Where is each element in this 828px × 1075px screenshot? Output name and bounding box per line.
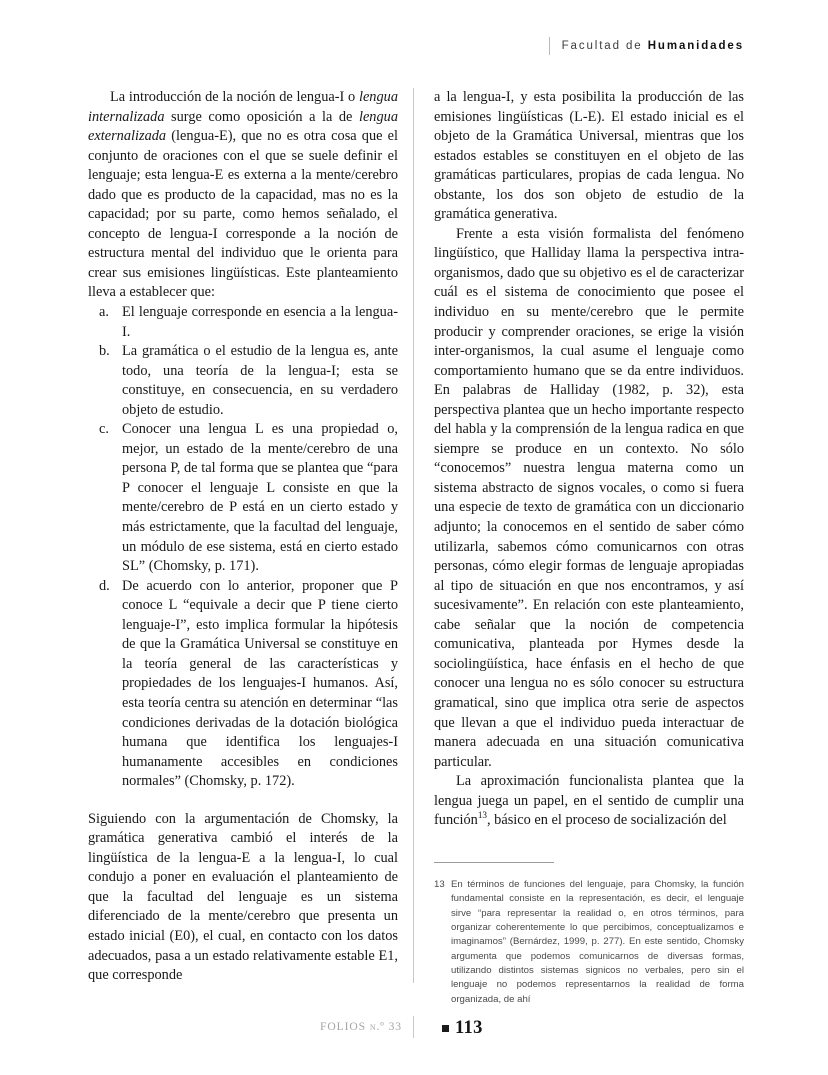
journal-name: FOLIOS n.º 33 xyxy=(320,1020,402,1033)
list-item-text: Conocer una lengua L es una propiedad o, mejor, un estado de la mente/cerebro de una persona P, de tal forma que se plantea que “para P conocer el lenguaje L consiste en que la mente/cerebro de P está en un cierto estado y más estrictamente, que la facultad del lenguaje, un módulo de ese sistema, está en cierto estado SL” (Chomsky, p. 171). xyxy=(122,421,398,575)
right-paragraph-3 xyxy=(434,772,744,831)
left-p1-part-c: (lengua-E), que no es otra cosa que el conjunto de oraciones con el que se suele definir el lenguaje; esta lengua-E es externa a la mente/cerebro dado que es producto de la capacidad, mas no es la capacidad; por su parte, como hemos señalado, el concepto de lengua-I corresponde a la noción de estructura mental del individuo que le orienta para crear sus emisiones lingüísticas. Este planteamiento lleva a establecer que: xyxy=(88,128,398,301)
column-divider xyxy=(413,88,414,983)
left-paragraph-1 xyxy=(88,88,398,303)
page-number-group xyxy=(442,1018,483,1039)
left-p1-part-b: surge como oposición a la de xyxy=(164,108,359,125)
footnote-text: En términos de funciones del lenguaje, para Chomsky, la función fundamental consiste en la representación, es decir, el lenguaje sirve “para representar la realidad o, en otros términos, para organizar coherentemente lo que percibimos, conceptualizamos e imaginamos” (Bernárdez, 1999, p. 277). En este sentido, Chomsky argumenta que podemos comunicarnos de diversas formas, utilizando distintos sistemas signicos no verbales, pero sin el lenguaje no podemos representarnos la realidad de forma organizada, de ahí xyxy=(451,879,744,1005)
list-item xyxy=(88,303,398,342)
square-bullet-icon xyxy=(442,1025,449,1032)
list-item-marker: d. xyxy=(99,577,110,594)
left-p1-italic-1: lengua internalizada xyxy=(88,89,398,125)
list-item-marker: c. xyxy=(99,421,109,438)
right-p3-part-a: La aproximación funcionalista plantea que la lengua juega un papel, en el sentido de cumplir una función xyxy=(434,773,744,829)
right-paragraph-2: Frente a esta visión formalista del fenómeno lingüístico, que Halliday llama la perspectiva intra-organismos, dado que su objetivo es el de caracterizar cuál es el sistema de conocimiento que posee el individuo en su mente/cerebro que le permite producir y comprender oraciones, se erige la visión inter-organismos, la cual asume el lenguaje como comportamiento humano que se da entre individuos. En palabras de Halliday (1982, p. 32), esta perspectiva plantea que un hecho importante respecto del habla y la comprensión de la lengua radica en que siempre se produce en un contexto. No sólo “conocemos” nuestra lengua materna como un sistema abstracto de signos vocales, o como si fuera una especie de texto de gramática con un diccionario adjunto; la conocemos en el sentido de saber cómo utilizarla, sabemos cómo comunicarnos con otras personas, cómo elegir formas de lenguaje apropiadas al tipo de situación en que nos encontramos, y así sucesivamente”. En relación con este planteamiento, cabe señalar que la noción de competencia comunicativa, planteada por Hymes desde la sociolingüística, hace énfasis en el hecho de que conocer una lengua no es sólo conocer su estructura gramatical, sino que implica otra serie de aspectos que llevan a que el individuo pueda interactuar de manera adecuada en una situación comunicativa particular. xyxy=(434,225,744,770)
right-paragraph-1: a la lengua-I, y esta posibilita la producción de las emisiones lingüísticas (L-E). El estado inicial es el objeto de la Gramática Universal, mientras que los estados estables se constituyen en el objeto de las gramáticas particulares, propias de cada lengua. No obstante, los dos son objeto de estudio de la gramática generativa. xyxy=(434,89,744,223)
running-head-divider xyxy=(549,37,550,55)
footnote-separator-rule xyxy=(434,862,554,863)
running-head-emphasis: Humanidades xyxy=(647,40,744,52)
list-item-text: El lenguaje corresponde en esencia a la lengua-I. xyxy=(122,304,398,340)
running-head-title xyxy=(562,40,744,52)
left-p1-italic-2: lengua externalizada xyxy=(88,108,398,145)
left-column xyxy=(88,88,398,986)
list-item xyxy=(88,577,398,792)
page-footer xyxy=(0,1018,828,1040)
left-paragraph-2: Siguiendo con la argumentación de Chomsky, la gramática generativa cambió el interés de la lingüística de la lengua-E a la lengua-I, lo cual condujo a poner en evaluación el planteamiento de que la facultad del lenguaje es un sistema diferenciado de la mente/cerebro que presenta un estado inicial (E0), el cual, en contacto con los datos adecuados, pasa a un estado relativamente estable E1, que corresponde xyxy=(88,810,398,984)
left-p1-part-a: La introducción de la noción de lengua-I o xyxy=(110,89,359,105)
footnote-entry xyxy=(434,878,744,1007)
list-item xyxy=(88,420,398,576)
lettered-list xyxy=(88,303,398,792)
list-item-text: De acuerdo con lo anterior, proponer que P conoce L “equivale a decir que P tiene cierto lenguaje-I”, esto implica formular la hipótesis de que la Gramática Universal se constituye en la teoría general de las características y propiedades de los lenguajes-I humanos. Así, esta teoría centra su atención en determinar “las condiciones derivadas de la dotación biológica humana que identifica los lenguajes-I humanamente accesibles en condiciones normales” (Chomsky, p. 172). xyxy=(122,577,398,790)
list-item-text: La gramática o el estudio de la lengua es, ante todo, una teoría de la lengua-I; esta se constituye, en consecuencia, en su verdadero objeto de estudio. xyxy=(122,343,398,418)
footnote-reference-marker[interactable]: 13 xyxy=(477,810,487,821)
footnote-area xyxy=(434,862,744,1007)
right-p3-part-b: , básico en el proceso de socialización del xyxy=(487,812,727,829)
list-item-marker: b. xyxy=(99,343,110,360)
list-item xyxy=(88,342,398,420)
page-number: 113 xyxy=(455,1018,483,1038)
right-column xyxy=(434,88,744,831)
running-head-prefix: Facultad de xyxy=(561,40,648,52)
list-item-marker: a. xyxy=(99,304,109,321)
footnote-number: 13 xyxy=(434,879,445,890)
running-head xyxy=(0,36,744,56)
